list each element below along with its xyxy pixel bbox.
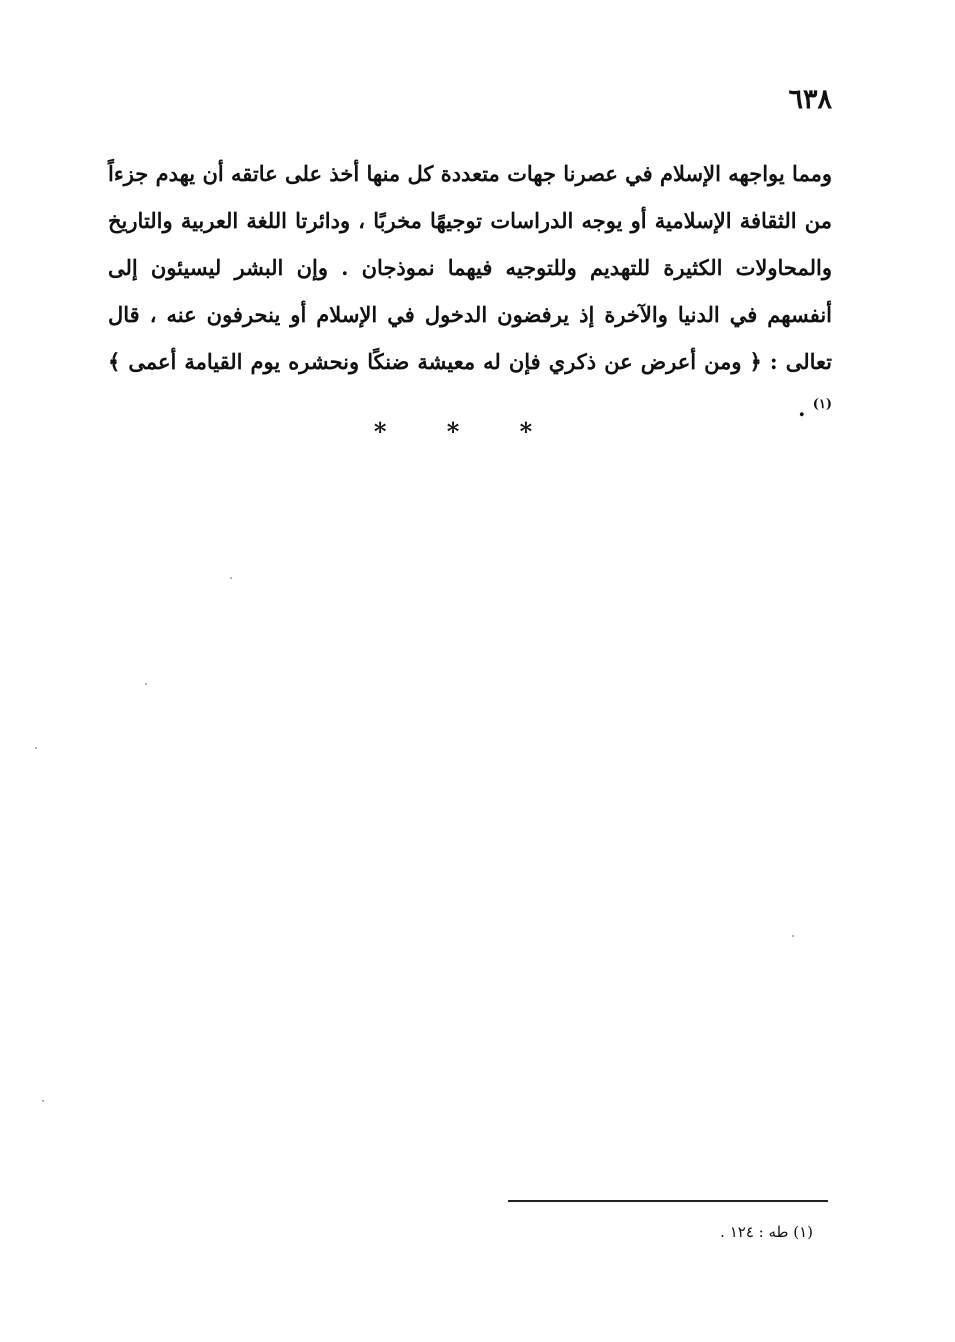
scan-speck [145,683,147,685]
paragraph-text: ومما يواجهه الإسلام في عصرنا جهات متعددة كل منها أخذ على عاتقه أن يهدم جزءاً من الثقافة الإسلامية أو يوجه الدراسات توجيهًا مخربًا ، ودائرتا اللغة العربية والتاريخ والمحاولات الكثيرة للتهديم وللتوجيه فيهما نموذجان . وإن البشر ليسيئون إلى أنفسهم في الدنيا والآخرة إذ يرفضون الدخول في الإسلام أو ينحرفون عنه ، قال تعالى : [108,161,832,374]
quran-verse: ﴿ ومن أعرض عن ذكري فإن له معيشة ضنكًا ونحشره يوم القيامة أعمى ﴾ [108,349,762,374]
scan-speck [35,747,37,749]
footnote: (١) طه : ١٢٤ . [720,1223,813,1241]
body-paragraph [108,150,832,432]
footnote-reference: (١) [812,397,832,412]
section-separator: * * * [373,417,559,446]
scan-speck [230,577,232,579]
page-number: ٦٣٨ [788,84,832,115]
scan-speck [792,935,794,937]
footnote-divider [508,1200,828,1202]
paragraph-end: . [798,396,813,421]
scan-speck [42,1100,44,1102]
